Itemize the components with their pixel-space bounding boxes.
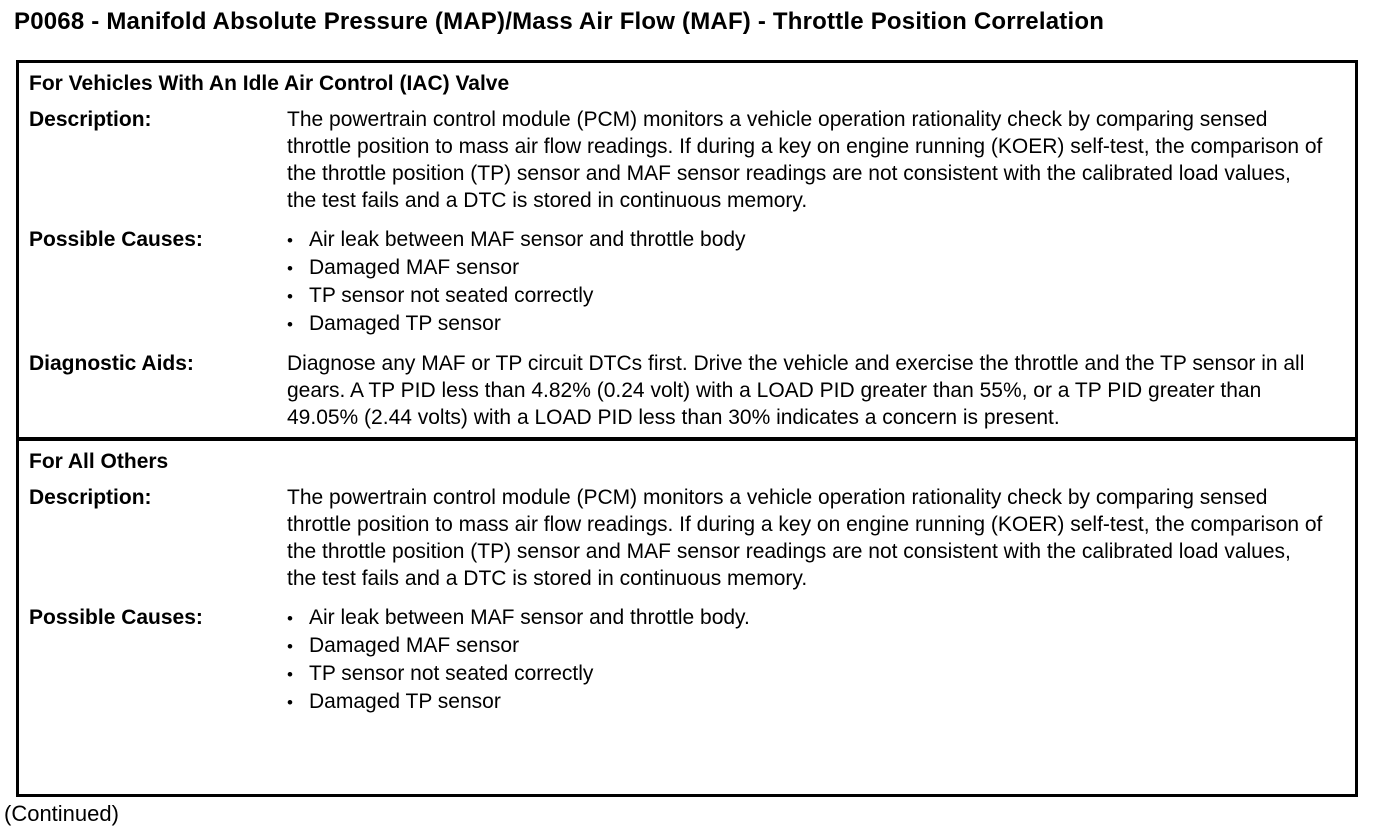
continued-note: (Continued) xyxy=(4,801,119,826)
list-item-text: Damaged TP sensor xyxy=(309,690,501,713)
row-content xyxy=(287,484,1355,592)
row-label: Possible Causes: xyxy=(29,228,203,251)
list-item xyxy=(287,282,1325,310)
table-section xyxy=(19,437,1355,722)
list-item-text: Damaged TP sensor xyxy=(309,312,501,335)
list-item xyxy=(287,660,1325,688)
table-row xyxy=(19,344,1355,437)
row-label: Possible Causes: xyxy=(29,606,203,629)
list-item-text: TP sensor not seated correctly xyxy=(309,662,594,685)
table-row xyxy=(19,478,1355,598)
list-item xyxy=(287,226,1325,254)
list-item-text: Air leak between MAF sensor and throttle body. xyxy=(309,606,750,629)
list-item xyxy=(287,632,1325,660)
row-content xyxy=(287,350,1355,431)
section-header: For Vehicles With An Idle Air Control (IAC) Valve xyxy=(29,72,510,95)
bullet-icon: • xyxy=(287,693,293,712)
page-title: P0068 - Manifold Absolute Pressure (MAP)/Mass Air Flow (MAF) - Throttle Position Correlation xyxy=(14,8,1105,35)
list-item-text: Damaged MAF sensor xyxy=(309,256,520,279)
dtc-info-table xyxy=(16,60,1358,797)
row-label: Description: xyxy=(29,486,152,509)
bullet-list xyxy=(287,604,1325,716)
bullet-icon: • xyxy=(287,231,293,250)
list-item xyxy=(287,310,1325,338)
table-row xyxy=(19,598,1355,722)
row-content xyxy=(287,106,1355,214)
list-item-text: Damaged MAF sensor xyxy=(309,634,520,657)
row-paragraph: The powertrain control module (PCM) monitors a vehicle operation rationality check by comparing sensed throttle position to mass air flow readings. If during a key on engine running (KOER) self-test, the comparison of the throttle position (TP) sensor and MAF sensor readings are not consistent with the calibrated load values, the test fails and a DTC is stored in continuous memory. xyxy=(287,108,1323,212)
list-item xyxy=(287,604,1325,632)
bullet-icon: • xyxy=(287,259,293,278)
table-row xyxy=(19,100,1355,220)
row-content xyxy=(287,604,1355,716)
section-header: For All Others xyxy=(29,450,169,473)
table-row xyxy=(19,220,1355,344)
bullet-icon: • xyxy=(287,665,293,684)
list-item xyxy=(287,254,1325,282)
bullet-icon: • xyxy=(287,315,293,334)
list-item xyxy=(287,688,1325,716)
bullet-icon: • xyxy=(287,637,293,656)
bullet-list xyxy=(287,226,1325,338)
list-item-text: Air leak between MAF sensor and throttle body xyxy=(309,228,746,251)
row-content xyxy=(287,226,1355,338)
table-section xyxy=(19,63,1355,437)
bullet-icon: • xyxy=(287,287,293,306)
row-paragraph: Diagnose any MAF or TP circuit DTCs first. Drive the vehicle and exercise the throttle and the TP sensor in all gears. A TP PID less than 4.82% (0.24 volt) with a LOAD PID greater than 55%, or a TP PID greater than 49.05% (2.44 volts) with a LOAD PID less than 30% indicates a concern is present. xyxy=(287,352,1305,429)
bullet-icon: • xyxy=(287,609,293,628)
row-label: Diagnostic Aids: xyxy=(29,352,194,375)
row-label: Description: xyxy=(29,108,152,131)
list-item-text: TP sensor not seated correctly xyxy=(309,284,594,307)
row-paragraph: The powertrain control module (PCM) monitors a vehicle operation rationality check by comparing sensed throttle position to mass air flow readings. If during a key on engine running (KOER) self-test, the comparison of the throttle position (TP) sensor and MAF sensor readings are not consistent with the calibrated load values, the test fails and a DTC is stored in continuous memory. xyxy=(287,486,1323,590)
